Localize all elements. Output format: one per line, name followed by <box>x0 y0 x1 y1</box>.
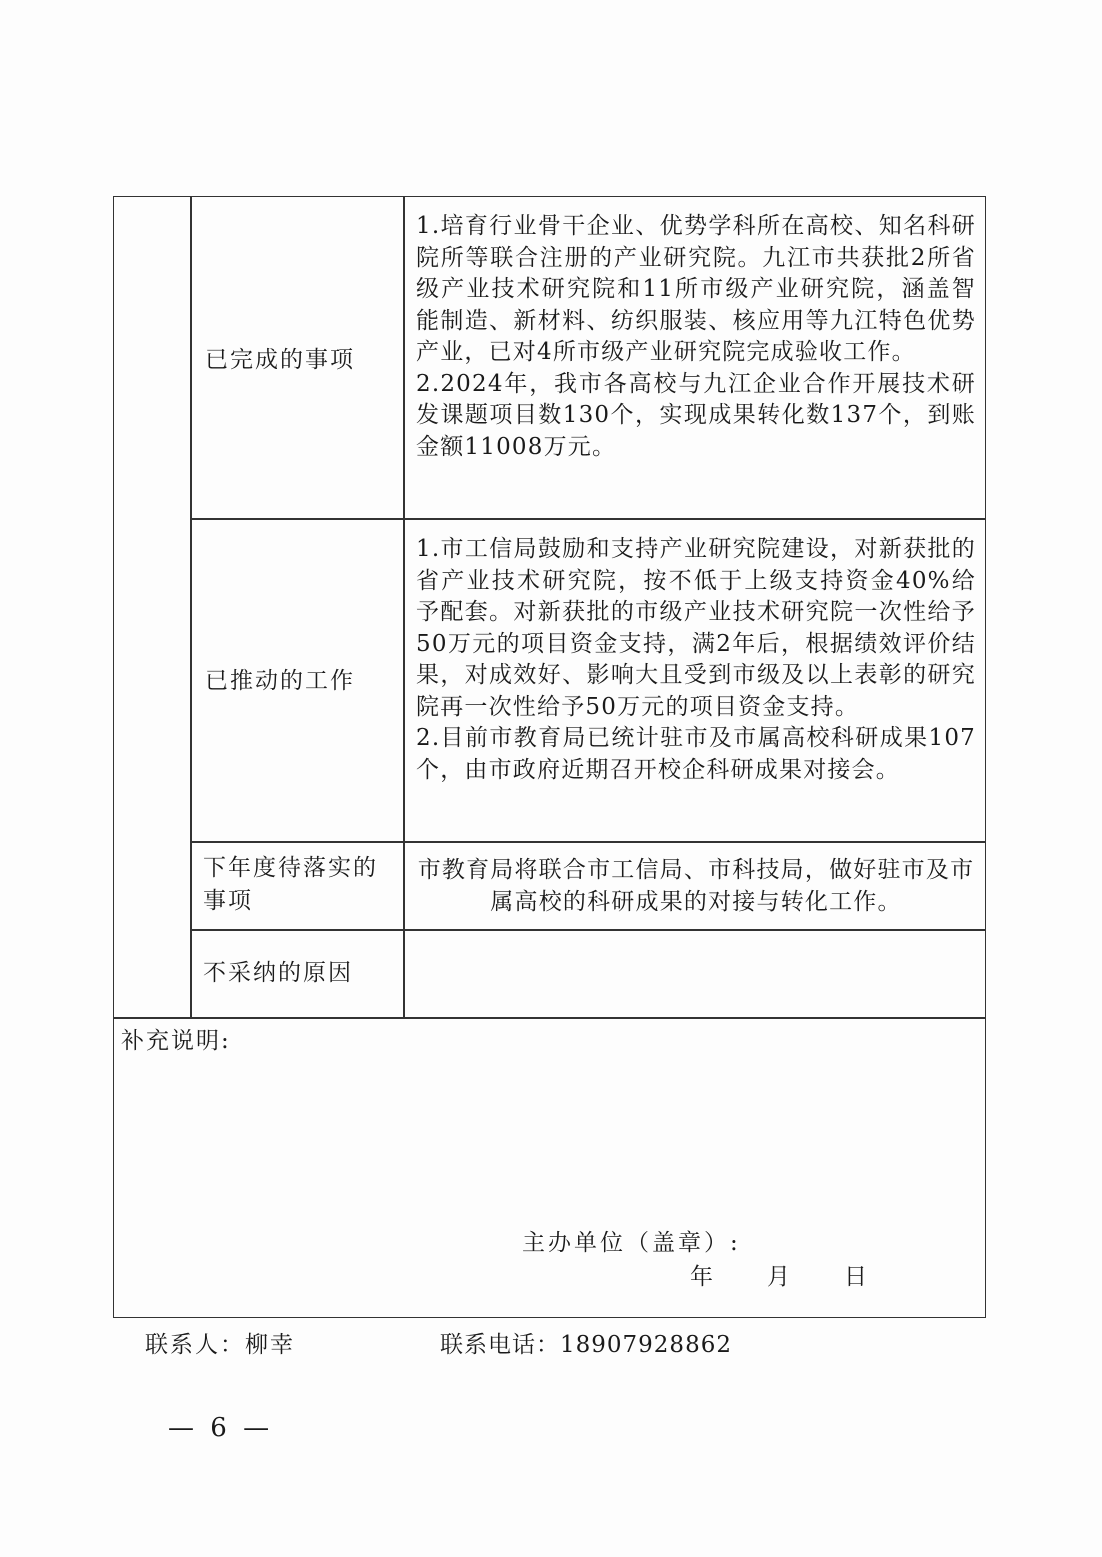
supplement-label: 补充说明: <box>121 1028 231 1054</box>
row-content-completed <box>416 211 976 463</box>
date-day: 日 <box>844 1264 867 1290</box>
row-divider-4 <box>113 1017 986 1019</box>
row-divider-3 <box>190 929 986 931</box>
row-content-not-adopted <box>416 945 976 1005</box>
row-content-next-year <box>416 855 976 918</box>
date-month: 月 <box>767 1264 790 1290</box>
row-content-promoted <box>416 534 976 786</box>
column-divider-1 <box>190 196 192 1018</box>
contact-person: 联系人：柳幸 <box>145 1332 295 1358</box>
date-line <box>690 1258 867 1291</box>
row-divider-2 <box>190 841 986 843</box>
row-label-completed: 已完成的事项 <box>205 347 355 373</box>
date-year: 年 <box>690 1264 713 1290</box>
promoted-paragraph-1: 1.市工信局鼓励和支持产业研究院建设，对新获批的省产业技术研究院，按不低于上级支持资金40%给予配套。对新获批的市级产业技术研究院一次性给予50万元的项目资金支持，满2年后，根据绩效评价结果，对成效好、影响大且受到市级及以上表彰的研究院再一次性给予50万元的项目资金支持。 <box>416 536 976 720</box>
next-year-paragraph-1: 市教育局将联合市工信局、市科技局，做好驻市及市属高校的科研成果的对接与转化工作。 <box>417 857 975 915</box>
row-label-next-year: 下年度待落实的事项 <box>203 855 378 914</box>
seal-line: 主办单位（盖章）: <box>522 1230 741 1256</box>
row-divider-1 <box>190 518 986 520</box>
column-divider-2 <box>403 196 405 1018</box>
row-label-not-adopted: 不采纳的原因 <box>203 960 353 986</box>
completed-paragraph-2: 2.2024年，我市各高校与九江企业合作开展技术研发课题项目数130个，实现成果转化数137个，到账金额11008万元。 <box>416 370 976 460</box>
promoted-paragraph-2: 2.目前市教育局已统计驻市及市属高校科研成果107个，由市政府近期召开校企科研成果对接会。 <box>416 725 976 783</box>
completed-paragraph-1: 1.培育行业骨干企业、优势学科所在高校、知名科研院所等联合注册的产业研究院。九江市共获批2所省级产业技术研究院和11所市级产业研究院，涵盖智能制造、新材料、纺织服装、核应用等九江特色优势产业，已对4所市级产业研究院完成验收工作。 <box>416 213 976 365</box>
row-label-promoted: 已推动的工作 <box>205 668 355 694</box>
page-number: — 6 — <box>168 1413 274 1443</box>
contact-phone: 联系电话：18907928862 <box>440 1332 732 1358</box>
